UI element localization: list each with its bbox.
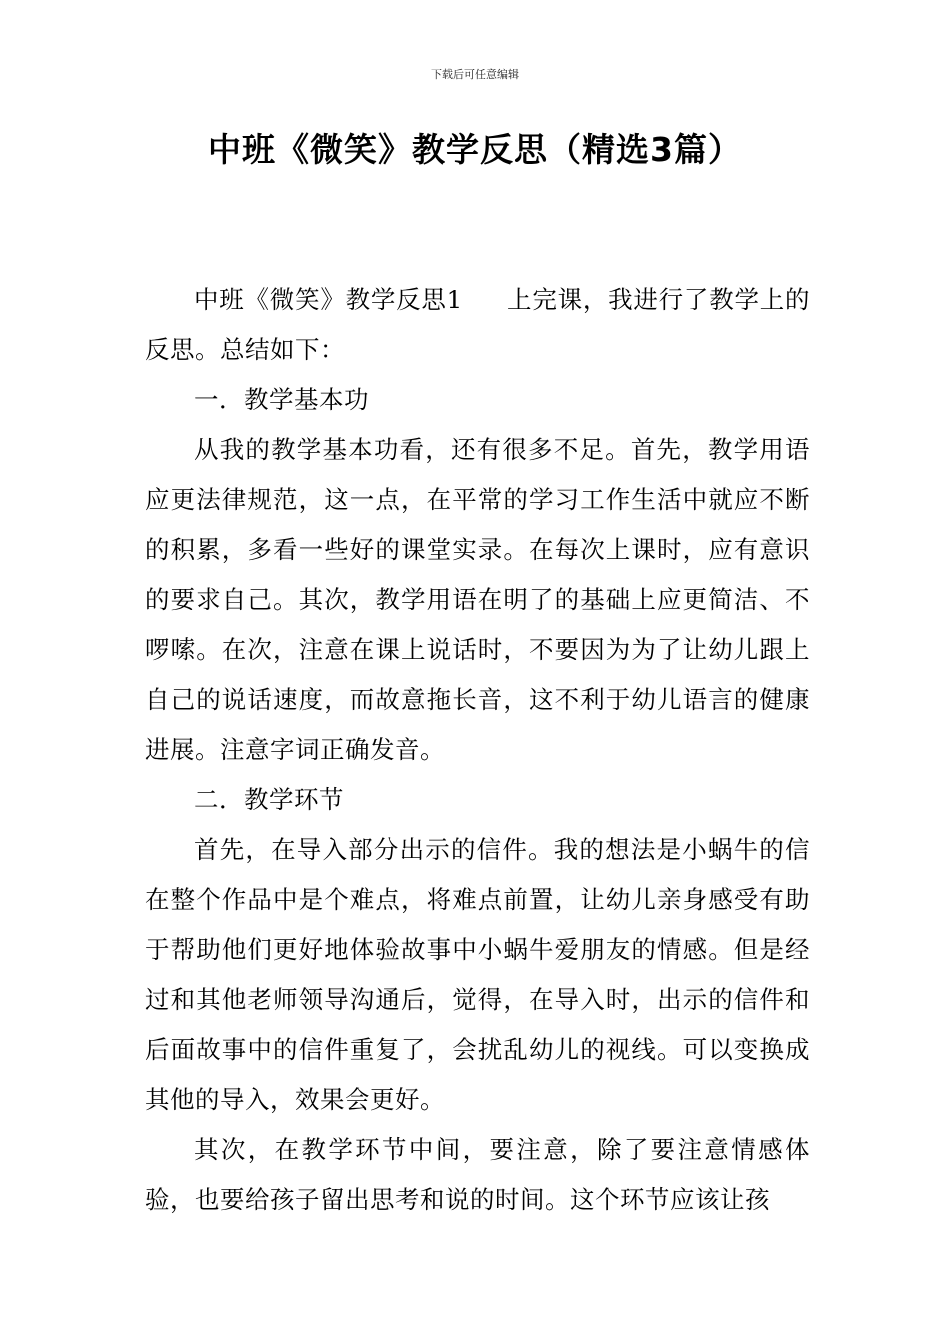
paragraph-text: 上完课，我进行了教学上的反思。总结如下： [145,285,811,364]
paragraph-intro [145,275,810,375]
paragraph-teaching-steps-2: 其次，在教学环节中间，要注意，除了要注意情感体验，也要给孩子留出思考和说的时间。这个环节应该让孩 [145,1135,810,1214]
document-body [145,275,810,1225]
paragraph-basic-skills: 从我的教学基本功看，还有很多不足。首先，教学用语应更法律规范，这一点，在平常的学习工作生活中就应不断的积累，多看一些好的课堂实录。在每次上课时，应有意识的要求自己。其次，教学用语在明了的基础上应更简洁、不啰嗦。在次，注意在课上说话时，不要因为为了让幼儿跟上自己的说话速度，而故意拖长音，这不利于幼儿语言的健康进展。注意字词正确发音。 [145,435,810,764]
document-title: 中班《微笑》教学反思（精选3篇） [208,130,742,169]
subheading-basic-skills: 一．教学基本功 [194,385,369,414]
header-note: 下载后可任意编辑 [431,68,519,81]
subheading-teaching-steps: 二．教学环节 [194,785,344,814]
section-heading-1: 中班《微笑》教学反思1 [194,285,463,314]
paragraph-teaching-steps-1: 首先，在导入部分出示的信件。我的想法是小蜗牛的信在整个作品中是个难点，将难点前置，让幼儿亲身感受有助于帮助他们更好地体验故事中小蜗牛爱朋友的情感。但是经过和其他老师领导沟通后，觉得，在导入时，出示的信件和后面故事中的信件重复了，会扰乱幼儿的视线。可以变换成其他的导入，效果会更好。 [145,835,810,1114]
